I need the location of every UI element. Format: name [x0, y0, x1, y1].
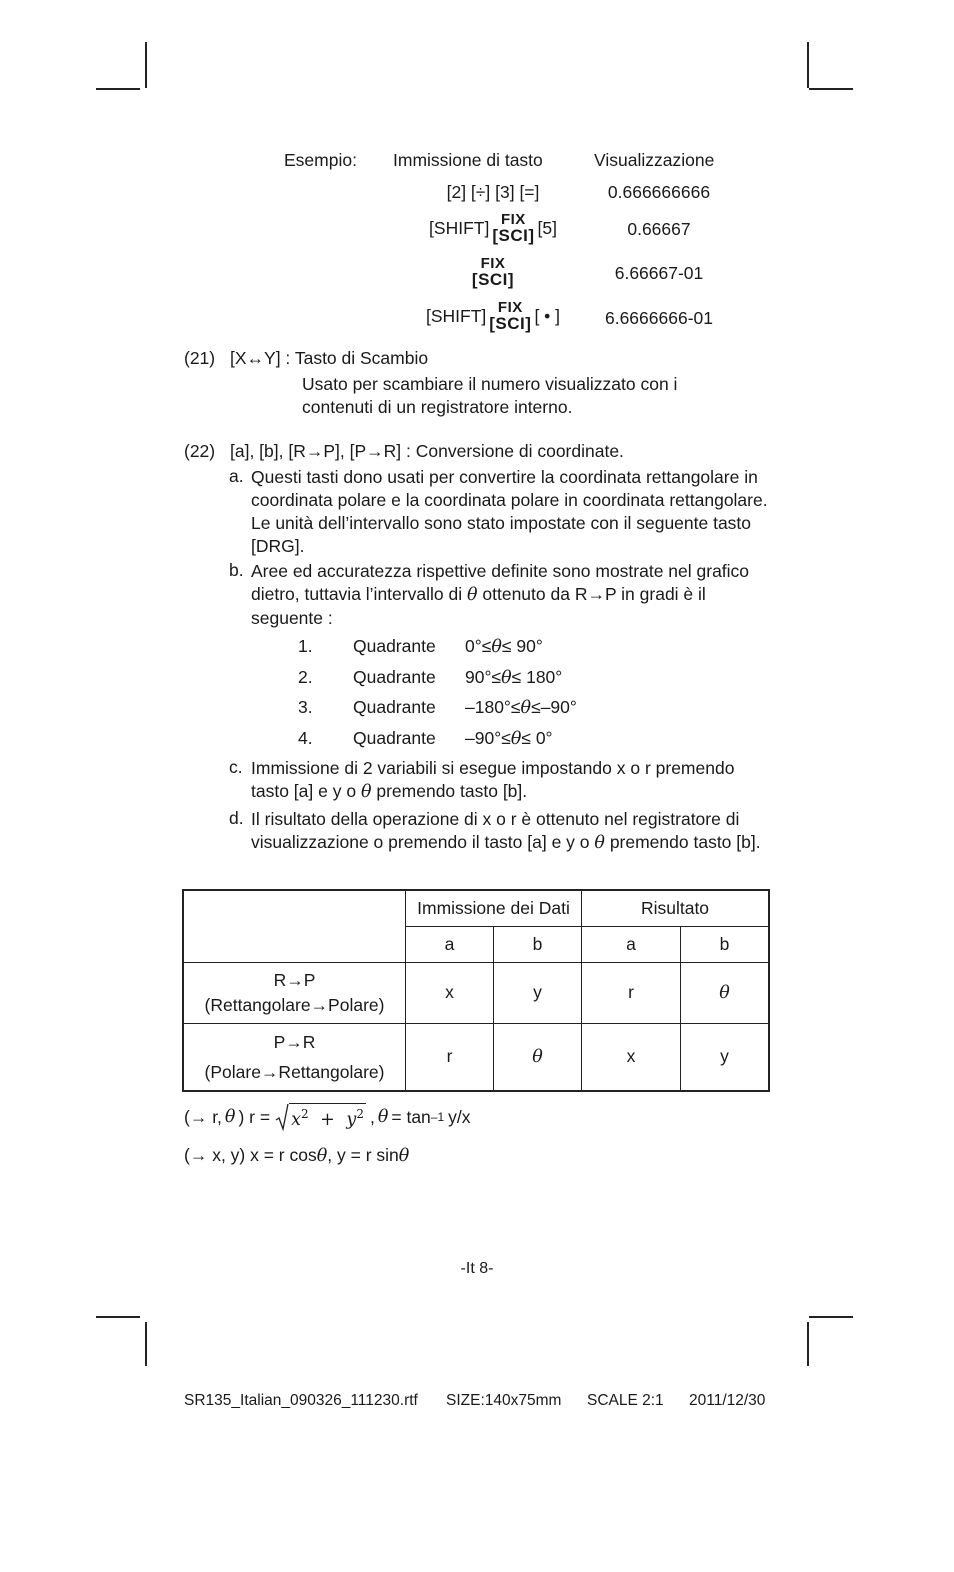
item-a-label: a. [229, 466, 244, 486]
table-row-label [183, 962, 406, 1023]
quadrant-range-end: ≤ 90° [501, 636, 543, 656]
theta-symbol: θ [491, 637, 502, 657]
formula-prefix: (→ r, [184, 1106, 222, 1127]
example-row-2-display: 0.66667 [627, 219, 691, 239]
footer-size: SIZE:140x75mm [446, 1392, 562, 1409]
formula-tan: = tan [391, 1106, 431, 1127]
quadrant-range-end: ≤ 0° [521, 728, 553, 748]
theta-symbol: θ [224, 1107, 236, 1127]
example-row-4-keys [393, 298, 593, 334]
example-row-1-display: 0.666666666 [607, 182, 711, 202]
quadrant-range-end: ≤ 180° [511, 667, 563, 687]
quadrant-label: Quadrante [353, 667, 436, 687]
footer-scale: SCALE 2:1 [587, 1392, 664, 1409]
conversion-desc: (Rettangolare→Polare) [204, 994, 385, 1015]
quadrant-number: 2. [298, 667, 313, 687]
item-b-text-1: Aree ed accuratezza rispettive definite sono mostrate nel grafico dietro, tuttavia l’intervallo di [251, 561, 750, 604]
table-cell: y [494, 962, 582, 1023]
table-cell: r [406, 1023, 494, 1091]
crop-mark-top-left-h [96, 88, 140, 90]
fix-sci-key [492, 212, 534, 244]
section-21-number: (21) [184, 348, 216, 368]
fix-label: FIX [497, 299, 523, 316]
var-x: x [291, 1109, 301, 1130]
table-header-row [183, 890, 769, 926]
crop-mark-bottom-left-h [96, 1316, 140, 1318]
sci-label: [SCI] [489, 314, 532, 333]
item-d-text-1: Il risultato della operazione di x o r è ottenuto nel registratore di visualizzazione o premendo il tasto [a] e y o [251, 809, 740, 852]
theta-symbol: θ [316, 1146, 328, 1166]
example-row-3-display: 6.66667-01 [614, 263, 704, 283]
table-cell: θ [681, 962, 770, 1023]
table-cell: x [582, 1023, 681, 1091]
table-header-input: Immissione dei Dati [406, 890, 582, 926]
quadrant-range-start: –180°≤ [465, 697, 521, 717]
table-row [183, 1023, 769, 1091]
table-header-result: Risultato [582, 890, 770, 926]
conversion-name: P→R [273, 1031, 316, 1052]
example-row-3-keys [393, 254, 593, 290]
footer-file: SR135_Italian_090326_111230.rtf [184, 1392, 418, 1409]
crop-mark-bottom-left-v [145, 1322, 147, 1366]
quadrant-3 [298, 697, 577, 718]
quadrant-label: Quadrante [353, 697, 436, 717]
quadrant-number: 1. [298, 636, 313, 656]
formula-rect [184, 1145, 409, 1166]
table-row-label [183, 1023, 406, 1091]
item-b-text-2: ottenuto da R→P in gradi è il seguente : [251, 584, 706, 628]
crop-mark-top-right-h [809, 88, 853, 90]
quadrant-label: Quadrante [353, 636, 436, 656]
fix-label: FIX [480, 255, 506, 272]
formula-prefix: (→ x, y) x = r cos [184, 1145, 317, 1165]
theta-symbol: θ [360, 782, 372, 802]
table-subheader-b: b [681, 926, 770, 962]
sqrt-expression [275, 1103, 366, 1131]
section-22-number: (22) [184, 441, 216, 461]
plus-sign: + [320, 1109, 335, 1130]
item-d-label: d. [229, 808, 244, 828]
theta-symbol: θ [510, 729, 522, 749]
formula-yx: y/x [448, 1106, 471, 1127]
sqrt-radicand [289, 1103, 366, 1131]
fix-sci-key [489, 300, 531, 332]
conversion-table [182, 889, 770, 1092]
conversion-desc: (Polare→Rettangolare) [204, 1061, 385, 1082]
quadrant-range-end: ≤–90° [531, 697, 577, 717]
exponent: 2 [356, 1107, 364, 1121]
example-row-2-keys [393, 210, 593, 246]
fix-sci-key [472, 256, 514, 288]
item-d-text-2: premendo tasto [b]. [609, 832, 761, 852]
theta-symbol: θ [398, 1146, 410, 1166]
sqrt-icon [275, 1103, 289, 1131]
table-cell: θ [494, 1023, 582, 1091]
item-c-label: c. [229, 757, 243, 777]
table-subheader-a: a [582, 926, 681, 962]
example-row-1-keys [393, 182, 593, 203]
section-22-title: [a], [b], [R→P], [P→R] : Conversione di coordinate. [230, 441, 624, 461]
item-c-text-1: Immissione di 2 variabili si esegue impostando x o r premendo tasto [a] e y o [251, 758, 735, 801]
example-col-input: Immissione di tasto [393, 150, 543, 170]
shift-key: [SHIFT] [425, 305, 487, 326]
formula-comma: , [369, 1106, 375, 1127]
quadrant-number: 3. [298, 697, 313, 717]
quadrant-number: 4. [298, 728, 313, 748]
key-sequence: [2] [÷] [3] [=] [446, 182, 540, 202]
quadrant-range-start: –90°≤ [465, 728, 511, 748]
quadrant-range-start: 0°≤ [465, 636, 492, 656]
example-col-display: Visualizzazione [594, 150, 715, 170]
theta-symbol: θ [501, 668, 512, 688]
formula-y: , y = r sin [327, 1145, 399, 1165]
crop-mark-bottom-right-h [809, 1316, 853, 1318]
example-row-4-display: 6.6666666-01 [604, 308, 714, 328]
table-subheader-a: a [406, 926, 494, 962]
footer-date: 2011/12/30 [689, 1392, 766, 1409]
table-row [183, 962, 769, 1023]
item-c-text-2: premendo tasto [b]. [376, 781, 528, 801]
table-cell: x [406, 962, 494, 1023]
sci-label: [SCI] [471, 270, 515, 289]
page-number: -It 8- [460, 1260, 494, 1277]
digit-key: [5] [537, 217, 557, 238]
shift-key: [SHIFT] [429, 217, 490, 238]
conversion-name: R→P [273, 969, 316, 990]
theta-symbol: θ [377, 1107, 389, 1127]
table-empty-corner [183, 890, 406, 962]
item-b-text [251, 560, 773, 630]
theta-symbol: θ [594, 833, 605, 853]
theta-symbol: θ [520, 698, 532, 718]
table-cell: y [681, 1023, 770, 1091]
item-c-text [251, 757, 773, 804]
item-d-text [251, 808, 773, 855]
crop-mark-top-left-v [145, 42, 147, 88]
table-subheader-b: b [494, 926, 582, 962]
inverse-exponent: –1 [430, 1110, 445, 1124]
section-21-body: Usato per scambiare il numero visualizzato con i contenuti di un registratore interno. [302, 374, 678, 417]
quadrant-1 [298, 636, 543, 657]
formula-polar [184, 1100, 471, 1134]
dot-key: [ • ] [534, 305, 561, 326]
quadrant-range-start: 90°≤ [465, 667, 502, 687]
crop-mark-top-right-v [807, 42, 809, 88]
formula-r-eq: ) r = [238, 1106, 271, 1127]
example-label: Esempio: [284, 150, 357, 170]
section-21-title: [X↔Y] : Tasto di Scambio [230, 348, 429, 368]
fix-label: FIX [500, 211, 526, 228]
sci-label: [SCI] [492, 226, 535, 245]
crop-mark-bottom-right-v [807, 1322, 809, 1366]
table-cell: r [582, 962, 681, 1023]
item-a-text: Questi tasti dono usati per convertire la coordinata rettangolare in coordinata polare e la coordinata polare in coordinata rettangolare. Le unità dell’intervallo sono stato impostate con il seguente tasto [DRG]. [251, 467, 768, 556]
theta-symbol: θ [466, 585, 478, 605]
var-y: y [346, 1109, 357, 1130]
exponent: 2 [300, 1107, 309, 1121]
quadrant-2 [298, 667, 562, 688]
quadrant-4 [298, 728, 553, 749]
quadrant-label: Quadrante [353, 728, 436, 748]
item-b-label: b. [229, 560, 244, 580]
